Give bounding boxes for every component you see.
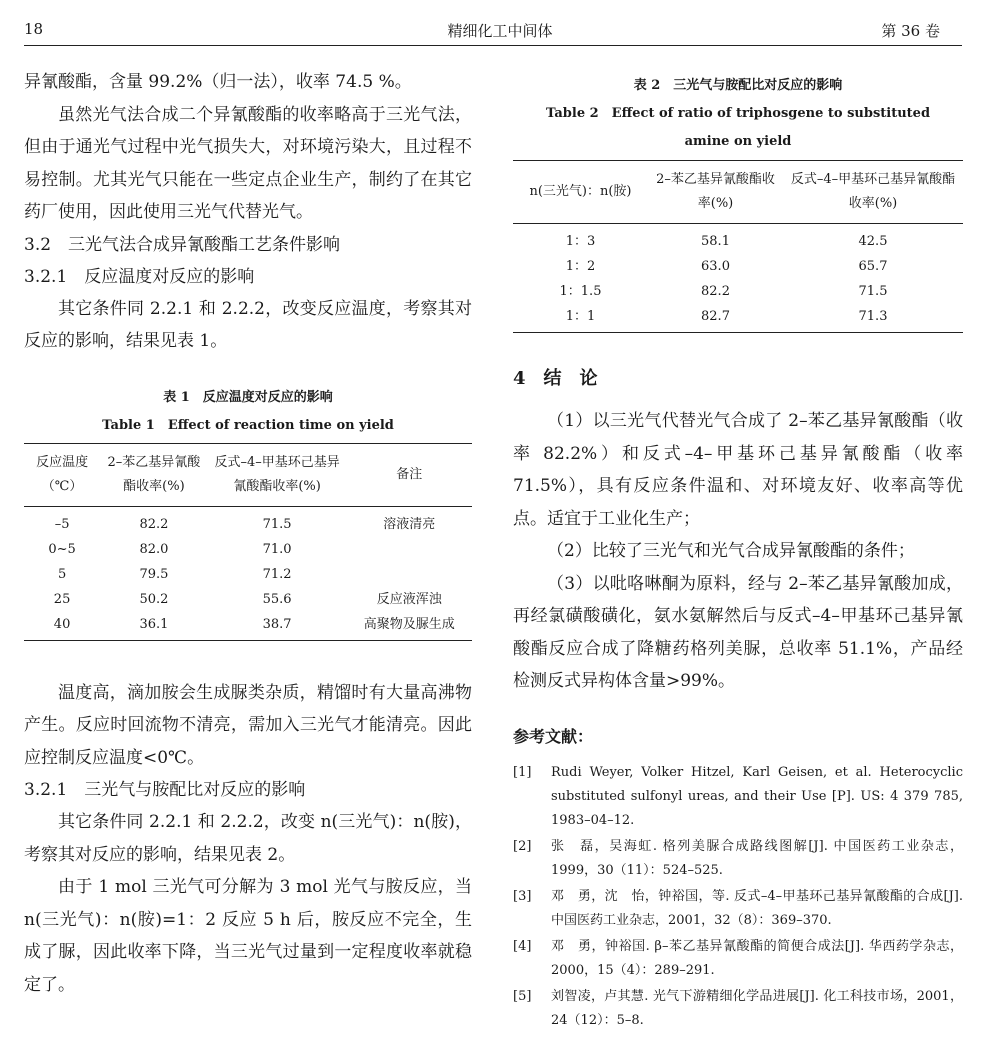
journal-title: 精细化工中间体 — [447, 22, 553, 40]
table-row — [24, 537, 472, 562]
table-1-header: 反式–4–甲基环己基异氰酸酯收率(%) — [208, 443, 347, 506]
table-2 — [513, 72, 963, 333]
conclusion-1: （1）以三光气代替光气合成了 2–苯乙基异氰酸酯（收率 82.2%）和反式–4–甲基环己基异氰酸酯（收率 71.5%），具有反应条件温和、对环境友好、收率高等优点。适宜于工业化生产； — [513, 411, 963, 529]
conclusion-3: （3）以吡咯啉酮为原料，经与 2–苯乙基异氰酸加成，再经氯磺酸磺化，氨水氨解然后与反式–4–甲基环己基异氰酸酯反应合成了降糖药格列美脲，总收率 51.1%，产品经检测反式异构体含量>99%。 — [513, 573, 963, 691]
table-row — [24, 587, 472, 612]
section-heading-3-2: 3.2 三光气法合成异氰酸酯工艺条件影响 — [24, 234, 341, 255]
paragraph-ratio: 其它条件同 2.2.1 和 2.2.2，改变 n(三光气)：n(胺)，考察其对反应的影响，结果见表 2。 — [24, 812, 472, 865]
table-cell: 50.2 — [139, 591, 169, 607]
table-cell: 0~5 — [48, 541, 76, 557]
references-heading: 参考文献： — [513, 726, 594, 746]
conclusion-2: （2）比较了三光气和光气合成异氰酸酯的条件； — [547, 541, 915, 561]
paragraph-ratio-explanation: 由于 1 mol 三光气可分解为 3 mol 光气与胺反应，当 n(三光气)：n(胺)=1：2 反应 5 h 后，胺反应不完全，生成了脲，因此收率下降，当三光气过量到一定程度收率就稳定了。 — [24, 877, 472, 995]
table-cell: 82.0 — [139, 541, 169, 557]
table-cell: 71.3 — [783, 304, 963, 333]
table-cell: 42.5 — [858, 234, 888, 249]
table-cell: 1：1 — [513, 304, 648, 333]
paragraph-yield: 异氰酸酯，含量 99.2%（归一法），收率 74.5 %。 — [24, 72, 412, 92]
table-cell: 36.1 — [100, 612, 208, 641]
reference-item — [513, 835, 963, 883]
reference-item — [513, 935, 963, 983]
table-2-caption-en-line1: Table 2 Effect of ratio of triphosgene to substituted — [545, 106, 931, 121]
table-2-grid — [513, 160, 963, 333]
reference-text: 邓 勇，沈 怡，钟裕国，等. 反式–4–甲基环己基异氰酸酯的合成[J]. 中国医药工业杂志，2001，32（8）：369–370. — [551, 888, 963, 928]
table-cell — [347, 537, 472, 562]
table-1-caption-en: Table 1 Effect of reaction time on yield — [102, 417, 394, 433]
paragraph-temperature: 其它条件同 2.2.1 和 2.2.2，改变反应温度，考察其对反应的影响，结果见表 1。 — [24, 298, 472, 351]
reference-item — [513, 761, 963, 833]
table-2-caption-cn: 表 2 三光气与胺配比对反应的影响 — [633, 78, 843, 93]
table-2-header: n(三光气)：n(胺) — [513, 161, 648, 224]
left-column — [24, 66, 472, 1001]
table-cell: 71.5 — [262, 516, 292, 532]
table-row — [513, 304, 963, 333]
reference-text: 刘智凌，卢其慧. 光气下游精细化学品进展[J]. 化工科技市场，2001，24（12）：5–8. — [551, 988, 963, 1028]
header-rule — [24, 45, 962, 46]
table-row — [513, 279, 963, 304]
table-cell: 79.5 — [139, 566, 169, 582]
table-2-caption-en-line2: amine on yield — [684, 134, 792, 149]
table-cell — [347, 562, 472, 587]
subsection-heading-3-2-1: 3.2.1 反应温度对反应的影响 — [24, 266, 255, 287]
table-cell: 40 — [24, 612, 100, 641]
table-1-header: 2–苯乙基异氰酸酯收率(%) — [100, 443, 208, 506]
table-cell: 65.7 — [858, 259, 888, 274]
table-cell: 71.2 — [262, 566, 292, 582]
table-cell: 5 — [57, 566, 67, 582]
table-1-header: 反应温度（℃） — [24, 443, 100, 506]
section-heading-conclusion: 4 结 论 — [513, 368, 598, 389]
table-cell: 82.7 — [648, 304, 783, 333]
table-cell: 1：3 — [565, 234, 596, 249]
table-row — [24, 562, 472, 587]
table-cell: 38.7 — [208, 612, 347, 641]
subsection-heading-ratio: 3.2.1 三光气与胺配比对反应的影响 — [24, 780, 306, 800]
page-header — [24, 20, 976, 44]
table-cell: 82.2 — [701, 284, 730, 299]
reference-number: [2] — [513, 838, 532, 854]
reference-number: [5] — [513, 988, 532, 1004]
table-cell: 63.0 — [701, 259, 730, 274]
volume-label: 第 36 卷 — [881, 22, 940, 40]
table-cell: 溶液清亮 — [383, 516, 436, 532]
table-cell: 71.5 — [858, 284, 888, 299]
paragraph-high-temperature: 温度高，滴加胺会生成脲类杂质，精馏时有大量高沸物产生。反应时回流物不清亮，需加入三光气才能清亮。因此应控制反应温度<0℃。 — [24, 682, 472, 768]
reference-number: [1] — [513, 764, 532, 780]
page-number: 18 — [24, 20, 44, 38]
table-2-header: 2–苯乙基异氰酸酯收率(%) — [648, 161, 783, 224]
table-row — [513, 224, 963, 255]
table-2-header: 反式–4–甲基环己基异氰酸酯收率(%) — [783, 161, 963, 224]
table-cell: 82.2 — [139, 516, 169, 532]
table-cell: 1：1.5 — [559, 284, 602, 299]
table-cell: 反应液浑浊 — [376, 591, 442, 607]
reference-item — [513, 885, 963, 933]
table-cell: 高聚物及脲生成 — [347, 612, 472, 641]
table-1 — [24, 384, 472, 641]
table-cell: 58.1 — [701, 234, 730, 249]
paragraph-comparison: 虽然光气法合成二个异氰酸酯的收率略高于三光气法，但由于通光气过程中光气损失大，对环境污染大，且过程不易控制。尤其光气只能在一些定点企业生产，制约了在其它药厂使用，因此使用三光气代替光气。 — [24, 104, 472, 222]
table-cell: 1：2 — [565, 259, 596, 274]
reference-number: [4] — [513, 938, 532, 954]
table-cell: –5 — [54, 516, 70, 532]
table-1-caption-cn: 表 1 反应温度对反应的影响 — [163, 389, 333, 405]
reference-number: [3] — [513, 888, 532, 904]
table-cell: 71.0 — [262, 541, 292, 557]
table-cell: 25 — [53, 591, 71, 607]
right-column — [513, 66, 963, 1035]
reference-item — [513, 985, 963, 1033]
reference-text: 邓 勇，钟裕国. β–苯乙基异氰酸酯的简便合成法[J]. 华西药学杂志，2000，15（4）：289–291. — [551, 938, 963, 978]
reference-text: 张 磊，吴海虹. 格列美脲合成路线图解[J]. 中国医药工业杂志，1999，30（11）：524–525. — [551, 838, 963, 878]
table-1-grid — [24, 443, 472, 641]
table-1-header: 备注 — [347, 443, 472, 506]
table-row — [24, 506, 472, 537]
table-row — [513, 254, 963, 279]
table-row — [24, 612, 472, 641]
table-cell: 55.6 — [262, 591, 292, 607]
reference-text: Rudi Weyer, Volker Hitzel, Karl Geisen, et al. Heterocyclic substituted sulfonyl ureas, and their Use [P]. US: 4 379 785, 1983–04–12. — [551, 764, 963, 828]
